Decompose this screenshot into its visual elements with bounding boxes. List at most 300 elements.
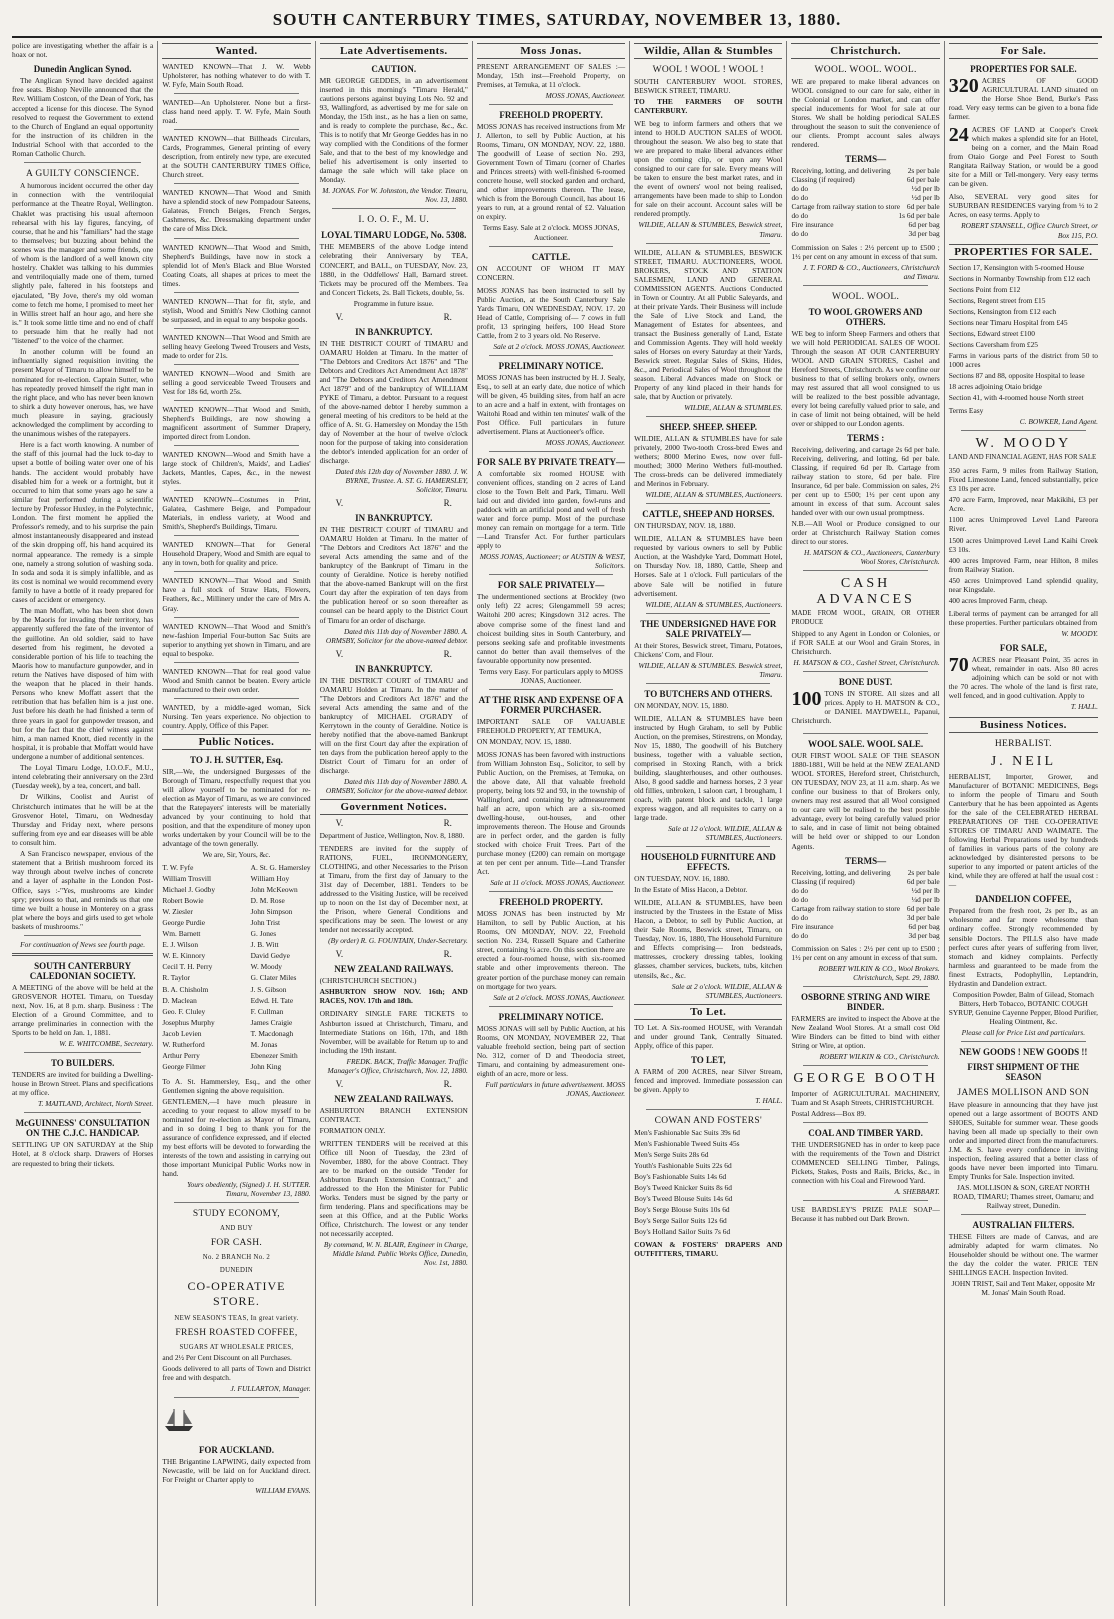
property-70-text: ACRES near Pleasant Point, 35 acres in wheat, remainder in oats. Also 80 acres adjoining which can be sold or not with the 70 acres. The whole of the land is first rate, well fenced, and in good cultivation. Apply to: [948, 654, 1098, 700]
cowan-item-10: Boy's Holland Sailor Suits 7s 6d: [634, 1227, 731, 1237]
business-notices-header: Business Notices.: [949, 717, 1098, 733]
public-body: SIR,—We, the undersigned Burgesses of the Borough of Timaru, respectfully request that you will allow yourself to be nominated for re-election as Mayor of Timaru, as we are convinced that the Ratepayers' interests will be materially advanced by your continuing to hold that position, and that the expenditure of money upon works undertaken by your Council will be to the advantage of the town generally.: [162, 766, 311, 849]
neil-text: HERBALIST, Importer, Grower, and Manufacturer of BOTANIC MEDICINES, Begs to inform the people of Timaru and South Canterbury that he has been appointed as Agents for the sale of the CELEBRATED HERBAL PREPARATIONS OF THE CO-OPERATIVE STORES OF TIMARU AND WAIMATE. The following Herbal Preparations used by hundreds of families in various parts of the colony are acknowledged by disinterested persons to be superior to any imported or patent articles of the kind, while they are offered at half the usual cost :—: [948, 772, 1098, 890]
freehold-text: MOSS JONAS has received instructions from Mr J. Allerton, to sell by Public Auction, at his Rooms, Timaru, ON MONDAY, NOV. 22, 1880. The goodwill of Lease of section No. 293, Government Town of Timaru (corner of Charles and Princes streets) with well-finished 6-roomed concrete house, well stocked garden and orchard, and other improvements thereon. The lease, which is from the Borough Council, has about 16 years to run, at a ground rental of £2. Valuation on expiry.: [476, 122, 626, 222]
signatory-left-13: D. Maclean: [162, 995, 197, 1005]
terms3-row: [791, 895, 939, 904]
signatory-left-8: E. J. Wilson: [162, 940, 199, 950]
railways-body: ORDINARY SINGLE FARE TICKETS to Ashburton issued at Christchurch, Timaru, and Intermediate Stations on 16th, 17th, and 18th November, will be available for Return up to and including the 19th instant.: [319, 1009, 468, 1055]
property-item-12: Section 41, with 4-roomed house North street: [948, 392, 1084, 402]
column-5: [630, 41, 787, 1606]
soap-text: USE BARDSLEY'S PRIZE PALE SOAP—Because it has nubbed out Dark Brown.: [791, 1205, 940, 1224]
cash-sub: MADE FROM WOOL, GRAIN, OR OTHER PRODUCE: [791, 610, 940, 626]
property-item-5: Sections, Kensington from £12 each: [948, 306, 1057, 316]
terms3-label: do do: [791, 930, 809, 940]
coal-text: THE UNDERSIGNED has in order to keep pace with the requirements of the Town and District COMMENCED SELLING Timber, Palings, Pickets, Stakes, Posts and Rails, Bricks, &c., in connection with his Coal and Firewood Yard.: [791, 1140, 940, 1186]
for-sale-heading-2: FOR SALE,: [999, 642, 1047, 653]
butchers-heading: TO BUTCHERS AND OTHERS.: [644, 688, 773, 699]
commission-3: Commission on Sales : 2½ per cent up to £500 ; 1½ per cent on any amount in excess of that sum.: [791, 943, 940, 962]
terms3-label: Fire insurance: [791, 921, 834, 931]
signatory-left-17: W. Rutherford: [162, 1039, 205, 1049]
ioof-line: I. O. O. F., M. U.: [358, 215, 430, 226]
moody-heading: W. MOODY: [975, 436, 1072, 451]
terms3-row: [791, 904, 939, 913]
column-4: [473, 41, 630, 1606]
study-and-buy: AND BUY: [220, 1225, 253, 1233]
terms3-label: do do: [791, 912, 809, 922]
terms1-rate: 6d per bale: [906, 175, 940, 185]
to-let-text-2: A FARM of 200 ACRES, near Silver Stream, fenced and improved. Immediate possession can be given. Apply to: [634, 1066, 783, 1094]
late-ads-header: Late Advertisements.: [320, 43, 468, 59]
caledonian-heading: SOUTH CANTERBURY CALEDONIAN SOCIETY.: [29, 961, 136, 982]
names-right: [251, 863, 311, 1073]
signatories: [162, 863, 310, 1073]
terms3-row: [791, 868, 939, 877]
new-goods-heading: NEW GOODS ! NEW GOODS !!: [959, 1046, 1088, 1057]
wanted-ad: WANTED KNOWN—Wood and Smith have a large stock of Children's, Maids', and Ladies' Jackets, Mantles, Capes, &c., in the newest styles.: [162, 450, 311, 487]
booth-heading: GEORGE BOOTH: [793, 1071, 938, 1087]
sanfran-text: A San Francisco newspaper, envious of the statement that a British mushroom forced its way through about twelve inches of concrete and a layer of asphalte in the London Post-Office, says :-"Yes, mushrooms are kinder spry; previous to that, and reminds us that one time we built a house in Monterey on a grass plat where the boys and girls used to get whole baskets of mushrooms.": [12, 849, 154, 931]
cattle-sheep-text: WILDIE, ALLAN & STUMBLES have been requested by various owners to sell by Public Auction, at the Washdyke Yard, Dommatt Hotel, on Thursday Nov. 18, 1880, Cattle, Sheep and Horses. Sale at 1 o'clock. Full particulars of the above Sale will be notified in future advertisement.: [634, 534, 783, 598]
cattle-heading: CATTLE.: [531, 251, 571, 262]
freehold2-text: MOSS JONAS has been instructed by Mr Hamilton, to sell by Public Auction, at his Rooms, ON MONDAY, NOV. 22, Freehold section No. 234, Russell Square and Catherine street, containing ¼ acre. On this section there are erected a four-roomed house, with six-roomed stable and other improvements thereon. The greater portion of the purchase money can remain on mortgage for two years.: [476, 909, 626, 991]
justice-signature: (By order) R. G. FOUNTAIN, Under-Secretary.: [328, 936, 468, 946]
cattle-sheep-signature: WILDIE, ALLAN & STUMBLES, Auctioneers.: [645, 599, 783, 609]
terms1-row: [791, 202, 939, 211]
for-cash: FOR CASH.: [210, 1238, 263, 1249]
mollison-signature: JAS. MOLLISON & SON, GREAT NORTH ROAD, TIMARU; Thames street, Oamaru; and Railway street, Dunedin.: [952, 1183, 1094, 1211]
signatory-left-14: Geo. F. Cluley: [162, 1006, 206, 1016]
to-let-signature: T. HALL.: [755, 1095, 783, 1105]
bankruptcy-text-2: IN THE DISTRICT COURT of TIMARU and OAMARU Holden at Timaru. In the matter of "The Debtors and Creditors Act 1876" and the several Acts amending the same and of the bankruptcy of the Bankrupt of Timaru in the county of Geraldine. Notice is hereby notified that the above-named Bankrupt will on the first Court day after the expiration of ten days from the publication hereof or so soon thereafter as counsel can be heard apply to the District Court of Timaru for an order of discharge.: [319, 525, 468, 625]
props2-terms: Terms Easy: [948, 405, 984, 415]
moody-item-5: 400 acres Improved Farm, near Hilton, 8 miles from Railway Station.: [948, 555, 1098, 574]
bone-number: 100: [791, 688, 822, 711]
synod-heading: Dunedin Anglican Synod.: [33, 64, 132, 75]
terms1-row: [791, 184, 939, 193]
sale-privately-text: The undermentioned sections at Brockley (two only left) 22 acres; Glengammell 59 acres; Waitohi 200 acres; Kingsdown 312 acres. The above comprise some of the finest land and choicest building sites in South Canterbury, and persons seeking safe and profitable investments cannot do better than avail themselves of the favourable opportunity now presented.: [476, 592, 626, 665]
railways2-sub: ASHBURTON BRANCH EXTENSION CONTRACT.: [319, 1105, 468, 1124]
hall-signature: T. HALL.: [1070, 701, 1098, 711]
terms3-rate: 6d per bale: [906, 876, 940, 886]
railways-sub: (CHRISTCHURCH SECTION.): [319, 976, 417, 986]
nb-note: N.B.—All Wool or Produce consigned to our order at Christchurch Railway Station comes direct to our stores.: [791, 519, 940, 547]
filters-heading: AUSTRALIAN FILTERS.: [972, 1220, 1075, 1231]
builders-text: TENDERS are invited for building a Dwelling-house in Brown Street. Plans and specifications at my office.: [12, 1070, 154, 1098]
wanted-ad: WANTED KNOWN—That Wood and Smith have a full stock of Straw Hats, Flowers, Feathers, &c., Millinery under the care of Mrs A. Gray.: [162, 576, 311, 613]
mollison-text: Have pleasure in announcing that they have just opened out a large assortment of BOOTS AND SHOES, Suitable for summer wear. These goods having been all made up specially to their own order and imported direct from the manufacturers. J.M. & S. have every confidence in inviting inspection, feeling assured that a better class of goods have never been imported into Timaru. Empty Trunks for Sale. Inspection invited.: [948, 1099, 1098, 1182]
cowan-item-5: Boy's Fashionable Suits 14s 6d: [634, 1171, 727, 1181]
signatory-left-12: B. A. Chisholm: [162, 984, 209, 994]
cowan-item-3: Men's Serge Suits 28s 6d: [634, 1149, 709, 1159]
cowan-item-2: Men's Fashionable Tweed Suits 45s: [634, 1138, 740, 1148]
terms1-row: [791, 220, 939, 229]
prelim2-heading: PRELIMINARY NOTICE.: [498, 1011, 604, 1022]
cattle-sheep-date: ON THURSDAY, NOV. 18, 1880.: [634, 521, 736, 531]
mollison-heading: JAMES MOLLISON AND SON: [957, 1087, 1090, 1098]
terms3-label: Cartage from railway station to store: [791, 903, 901, 913]
signatory-right-15: James Craigie: [250, 1017, 293, 1027]
household-heading: HOUSEHOLD FURNITURE AND EFFECTS.: [640, 852, 776, 873]
prelim2-text: MOSS JONAS will sell by Public Auction, at his Rooms, ON MONDAY, NOVEMBER 22, That valuable freehold section, being part of section No. 312, corner of D and Theodocia street, Timaru, and containing by admeasurement one-eighth of an acre, more or less.: [476, 1023, 626, 1078]
booth-box: Postal Address—Box 89.: [791, 1109, 866, 1119]
signatory-left-10: Cecil T. H. Perry: [162, 962, 213, 972]
cowan-item-7: Boy's Tweed Blouse Suits 14s 6d: [634, 1194, 733, 1203]
christchurch-header: Christchurch.: [791, 43, 939, 59]
household-text: WILDIE, ALLAN & STUMBLES, have been instructed by the Trustees in the Estate of Miss Hacon, a Debtor, to sell by Public Auction, at their Sale Rooms, Beswick street, Timaru, on Tuesday, Nov. 16, 1880, The Household Furniture and Effects comprising— Iron bedsteads, mattresses, crockery dressing tables, looking glasses, chamber services, buckets, tubs, kitchen utensils, &c., &c.: [634, 898, 783, 980]
public-reply-to: To A. St. Hammersley, Esq., and the other Gentlemen signing the above requisition.: [162, 1076, 311, 1095]
terms1-label: do do: [791, 193, 809, 203]
synod-text: The Anglican Synod have decided against free seats. Bishop Neville announced that the Rev. William Costcon, of the Dean of York, has accepted a license for this diocese. The Synod resolved to request the Government to extend to the Church of England an equal opportunity for the instruction of its children in the Industrial School with that accorded to the Roman Catholic Church.: [12, 76, 154, 159]
freehold2-heading: FREEHOLD PROPERTY.: [499, 897, 603, 908]
freehold2-signature: Sale at 2 o'clock. MOSS JONAS, Auctioneer.: [493, 992, 626, 1002]
terms3-rate: ½d per lb: [911, 885, 940, 895]
continuation-note: For continuation of News see fourth page.: [20, 940, 146, 950]
public-to: TO J. H. SUTTER, Esq.: [190, 754, 283, 765]
railways2-heading: NEW ZEALAND RAILWAYS.: [334, 1093, 454, 1104]
wool-sale-heading: WOOL SALE. WOOL SALE.: [808, 739, 924, 750]
moss-jonas-header: Moss Jonas.: [477, 43, 625, 59]
risk-date: ON MONDAY, NOV. 15, 1880.: [476, 736, 572, 746]
ford-signature: J. T. FORD & CO., Auctioneers, Christchurch and Timaru.: [802, 262, 940, 281]
neil-heading: J. NEIL: [990, 754, 1057, 769]
wool-growers-heading: TO WOOL GROWERS AND OTHERS.: [808, 306, 923, 327]
caution-text: MR GEORGE GEDDES, in an advertisement inserted in this morning's "Timaru Herald," cautions persons against buying Lots No. 92 and 93, Wallingford, as advertised by me for sale on Monday, the 15th inst., as he has a lien on same, and is ready to complete the purchase, &c., &c. This is to notify that Mr George Geddes has in no way complied with the Conditions of the former Sale, and that to the best of my knowledge and belief his advertisement is only inserted to damage the sale which will take place on Monday.: [319, 76, 468, 185]
cash-text: Shipped to any Agent in London or Colonies, or if FOR SALE at our Wool and Grain Stores, in Christchurch.: [791, 628, 940, 656]
signatory-right-12: J. S. Gibson: [250, 984, 287, 994]
crown-vr-5: V. R.: [335, 949, 452, 960]
public-reply-signature: Yours obediently, (Signed) J. H. SUTTER. Timaru, November 13, 1880.: [187, 1180, 311, 1199]
bankruptcy-sig-2: Dated this 11th day of November 1880. A. ORMSBY, Solicitor for the above-named debtor.: [325, 626, 468, 645]
moody-item-1: 350 acres Farm, 9 miles from Railway Station, Fixed Limestone Land, fenced substantially, price £3 10s per acre.: [948, 466, 1098, 494]
crown-vr: V. R.: [335, 311, 452, 322]
signatory-right-13: Edwd. H. Tate: [250, 995, 294, 1005]
terms1-rate: 6d per bale: [906, 202, 940, 212]
wanted-list: [162, 62, 310, 730]
lapwing-signature: WILLIAM EVANS.: [255, 1486, 311, 1496]
guilty-text-1: A humorous incident occurred the other day in connection with the ventriloquial performance at the Theatre Royal, Wellington. Chaklet was practising his usual afternoon rehearsal with his lay figures, fancying, of course, that he and his "familiars" had the stage to themselves; but buzzing about behind the scenes was the manager and some friends, one of whom is the landlord of a well known city hostelry. Chaklet was talking to his dummies and ventriloquially made one of them, turned slightly pale, faltered in his footsteps and ejaculated, "By Jove, there's my old woman come to fetch me home, I promised to meet her in Willis street half an hour ago, and here she is." It took some little time and no end of chaff to persuade him that he really had not "listened" to the voice of the charmer.: [12, 181, 154, 346]
bankruptcy-text-3: IN THE DISTRICT COURT of TIMARU and OAMARU Holden at Timaru. In the matter of "The Debtors and Creditors Act 1876" and the several Acts amending the same and of the bankruptcy of MICHAEL O'GRADY of Kerrytown in the county of Geraldine. Notice is hereby notified that the above-named Bankrupt will on the first Court day after the expiration of ten days from the publication hereof apply to the District Court of Timaru for an order of discharge.: [319, 675, 468, 775]
wildie-sig-2: WILDIE, ALLAN & STUMBLES.: [684, 403, 783, 413]
terms-list-1: [791, 166, 939, 238]
present-arrangement: PRESENT ARRANGEMENT OF SALES :— Monday, 15th inst—Freehold Property, on Premises, at Temuka, at 11 o'clock.: [476, 62, 626, 90]
terms1-rate: ½d per lb: [911, 193, 940, 203]
cattle-sub: ON ACCOUNT OF WHOM IT MAY CONCERN.: [476, 263, 626, 282]
crown-vr-2: V. R.: [335, 498, 452, 509]
wilkins-text: Dr Wilkins, Coolist and Aurist of Christchurch intimates that he will be at the Grosvenor Hotel, Timaru, on Wednesday Thursday and Friday next, where persons suffering from eye and ear diseases will be able to consult him.: [12, 792, 154, 847]
wanted-header: Wanted.: [162, 43, 310, 59]
ship-icon: [162, 1406, 196, 1434]
moody-list: [949, 466, 1098, 604]
terms-heading-2: TERMS :: [846, 432, 885, 443]
risk-signature: Sale at 11 o'clock. MOSS JONAS, Auctioneer.: [490, 878, 626, 888]
property-320: 320: [948, 75, 979, 97]
guilty-text-3: Here is a fact worth knowing. A number of the staff of this journal had the luck to-day to upset a bottle of boiling water over one of his hands. The accident would probably have disabled him for a week or a fortnight, but it occurred to him that some years ago he saw a similar feat performed during a scientific lecture by Professor Huxley, in the Polytechnic, London. The first moment he applied the Professor's remedy, and to his surprise the pain almost instantaneously disappeared and instead of the skin dropping off, his hand acquired its normal appearance. The remedy is a simple one, namely a strong solution of washing soda. In soda and soda it is simply infallible, and as its cost is nominal we would recommend every family to have a bottle of it ready prepared for cases of accident or emergency.: [12, 440, 154, 605]
signatory-right-4: D. M. Rose: [250, 896, 285, 906]
risk-sub: IMPORTANT SALE OF VALUABLE FREEHOLD PROPERTY, AT TEMUKA,: [476, 716, 626, 735]
wanted-ad: WANTED, by a middle-aged woman, Sick Nursing. Ten years experience. No objection to country. Apply, Office of this Paper.: [162, 702, 311, 730]
property-item-1: Section 17, Kensington with 5-roomed House: [948, 262, 1085, 272]
wildie-header: Wildie, Allan & Stumbles: [634, 43, 782, 59]
property-item-3: Sections Point from £12: [948, 284, 1021, 294]
guilty-heading: A GUILTY CONSCIENCE.: [26, 169, 140, 180]
dandelion-heading: DANDELION COFFEE,: [975, 894, 1072, 905]
justice-body: TENDERS are invited for the supply of RATIONS, FUEL, IRONMONGERY, CLOTHING, and other Necessaries to the Prison at Timaru, from the first day of January to the 31st day of December, 1881. Tenders to be addressed to the Visiting Justice, will be received up to noon on the 1st day of December next, at the Prison, where General Conditions and specifications may be seen. The lowest or any tender not necessarily accepted.: [319, 844, 468, 935]
christchurch-body-1: WE are prepared to make liberal advances on WOOL consigned to our care for sale, either in the Colonial or London market, and can offer special inducements for Wool for sale at our Stores. We shall be holding periodical SALES throughout the season to suit the convenience of our clients. Prompt account sales always rendered.: [791, 77, 940, 150]
wanted-ad: WANTED KNOWN—Wood and Smith are selling a good serviceable Tweed Trousers and Vest for 18s 6d, worth 25s.: [162, 368, 311, 396]
public-notices-header: Public Notices.: [162, 734, 310, 750]
terms3-row: [791, 913, 939, 922]
terms3-rate: 3d per bag: [908, 930, 940, 940]
undersigned-signature: WILDIE, ALLAN & STUMBLES. Beswick street, Timaru.: [638, 660, 783, 679]
column-6: [787, 41, 944, 1606]
caution-signature: M. JONAS. For W. Johnston, the Vendor. Timaru, Nov. 13, 1880.: [322, 186, 468, 205]
sugars-line: SUGARS AT WHOLESALE PRICES,: [179, 1344, 294, 1352]
butchers-signature: Sale at 12 o'clock. WILDIE, ALLAN & STUMBLES, Auctioneers.: [668, 824, 783, 843]
terms3-rate: 2s per bale: [907, 867, 940, 877]
signatory-right-6: John Trist: [250, 918, 281, 928]
signatory-right-18: Ebenezer Smith: [250, 1050, 298, 1060]
wanted-ad: WANTED KNOWN—That Wood and Smith's new-fashion Imperial Four-button Sac Suits are superior to anything yet shown in Timaru, and are equal to bespoke.: [162, 621, 311, 658]
terms1-label: do do: [791, 229, 809, 239]
terms3-rate: ¼d per lb: [911, 894, 940, 904]
terms1-row: [791, 193, 939, 202]
names-left: [162, 863, 215, 1073]
prelim-heading: PRELIMINARY NOTICE.: [498, 360, 604, 371]
wildie-sig-1: WILDIE, ALLAN & STUMBLES, Beswick street, Timaru.: [638, 220, 783, 239]
signatory-right-11: G. Clater Miles: [250, 973, 297, 983]
signatory-left-7: Wm. Barnett: [162, 929, 201, 939]
terms1-rate: 6d per bag: [908, 220, 940, 230]
shipment-heading: FIRST SHIPMENT OF THE SEASON: [967, 1061, 1080, 1082]
property-item-4: Sections, Regent street from £15: [948, 295, 1046, 305]
goods-line: Goods delivered to all parts of Town and District free and with despatch.: [162, 1364, 311, 1383]
wool-cry: WOOL ! WOOL ! WOOL !: [652, 65, 765, 75]
osborne-signature: ROBERT WILKIN & CO., Christchurch.: [819, 1052, 940, 1062]
property-item-7: Sections, Edward street £100: [948, 328, 1035, 338]
coop-manager: J. FULLARTON, Manager.: [230, 1384, 311, 1394]
terms3-row: [791, 886, 939, 895]
private-treaty-heading: FOR SALE BY PRIVATE TREATY—: [477, 457, 626, 468]
terms3-rate: 3d per bale: [906, 912, 940, 922]
crown-vr-4: V. R.: [335, 818, 452, 828]
coal-signature: A. SHEBBART.: [894, 1187, 940, 1197]
caution-heading: CAUTION.: [371, 64, 417, 74]
terms3-row: [791, 931, 939, 940]
terms3-label: do do: [791, 885, 809, 895]
sheep-text: WILDIE, ALLAN & STUMBLES have for sale privately, 2000 Two-tooth Cross-bred Ewes and wethers; 8000 Merino Ewes, now over full-mouthed; 3000 Merino Wethers full-mouthed. The cross-breds can be delivered immediately and Merinos in February.: [634, 434, 783, 489]
undersigned-text: At their Stores, Beswick street, Timaru, Potatoes, Chickens' Corn, and Flour.: [634, 640, 783, 659]
signatory-right-5: John Simpson: [250, 907, 293, 917]
public-reply: GENTLEMEN,—I have much pleasure in acceding to your request to allow myself to be nominated for re-election as Mayor of Timaru, and in so doing I beg to thank you for the assurance of confidence expressed, and if elected my best efforts will be devoted to forwarding the interests of the town and assisting in carrying out those important Municipal Public Works now in hand.: [162, 1096, 311, 1179]
property-item-6: Sections near Timaru Hospital from £45: [948, 317, 1068, 327]
private-treaty-signature: MOSS JONAS, Auctioneer; or AUSTIN & WEST, Solicitors.: [479, 552, 626, 571]
to-let-heading-2: TO LET,: [690, 1054, 726, 1065]
moody-item-4: 1500 acres Unimproved Level Land Kaihi Creek £3 10s.: [948, 535, 1098, 554]
lapwing-text: THE Brigantine LAPWING, daily expected from Newcastle, will be laid on for Auckland direct. For Freight or Charter apply to: [162, 1457, 311, 1485]
intro-text: police are investigating whether the affair is a hoax or not.: [12, 41, 154, 60]
sale-privately-signature: Terms very Easy. For particulars apply to MOSS JONAS, Auctioneer.: [479, 666, 623, 685]
terms1-row: [791, 229, 939, 238]
undersigned-heading: THE UNDERSIGNED HAVE FOR SALE PRIVATELY—: [640, 618, 777, 639]
moody-item-3: 1100 acres Unimproved Level Land Pareora River.: [948, 515, 1098, 534]
builders-heading: TO BUILDERS.: [50, 1058, 115, 1069]
signatory-right-2: William Hoy: [250, 874, 290, 884]
terms1-label: do do: [791, 211, 809, 221]
terms-heading-3: TERMS—: [845, 855, 887, 866]
signatory-right-16: T. Macdonagh: [250, 1028, 294, 1038]
bankruptcy-sig-1: Dated this 12th day of November 1880. J. W. BYRNE, Trustee. A. ST. G. HAMERSLEY, Solicitor, Timaru.: [335, 467, 468, 495]
household-sub: In the Estate of Miss Hacon, a Debtor.: [634, 885, 748, 895]
terms-heading-1: TERMS—: [845, 154, 887, 165]
bankruptcy-heading-2: IN BANKRUPTCY.: [355, 513, 433, 524]
wilkin-signature: ROBERT WILKIN & CO., Wool Brokers. Christchurch, Sept. 29, 1880.: [818, 963, 940, 982]
terms1-label: Cartage from railway station to store: [791, 202, 901, 212]
terms3-row: [791, 922, 939, 931]
property-item-10: Sections 87 and 88, opposite Hospital to lease: [948, 370, 1085, 380]
lodge-text: The Loyal Timaru Lodge, I.O.O.F., M.U., intend celebrating their anniversary on the 23rd (Tuesday week), by a tea, concert, and ball.: [12, 763, 154, 791]
guilty-text-4: The man Moffatt, who has been shot down by the Maoris for invading their territory, has apparently suffered the fate of the inventor of the guillotine. An old soldier, said to have deserted from his regiment, he devoted a considerable portion of his life to teaching the Maoris how to manufacture gunpowder, and in return the Natives have disposed of him with the weapon that he placed in their hands. Persons who knew Moffatt assert that the retribution that has befallen him is a just one. Just before his death he had finished a term of three years in gaol for gunpowder treason, and but for the fact that the chief witness against him, a man named Knott, died recently in the hospital, it is probable that Moffatt would have undergone a number of additional sentences.: [12, 606, 154, 761]
signatory-right-3: John McKeown: [250, 885, 298, 895]
butchers-date: ON MONDAY, NOV. 15, 1880.: [634, 700, 729, 710]
cowan-item-9: Boy's Serge Sailor Suits 12s 6d: [634, 1216, 727, 1226]
signatory-right-7: G. Jones: [250, 929, 277, 939]
signatory-right-1: A. St. G. Hamersley: [250, 863, 311, 873]
terms1-row: [791, 166, 939, 175]
osborne-text: FARMERS are invited to inspect the Above at the New Zealand Wool Stores. At a small cost Old Wire Binders can be fitted to bind with either String or Wire, at option.: [791, 1013, 940, 1050]
wool-two: WOOL. WOOL.: [831, 291, 900, 302]
railways2-form: FORMATION ONLY.: [319, 1125, 386, 1135]
matson-signature: H. MATSON & CO., Auctioneers, Canterbury Wool Stores, Christchurch.: [804, 548, 940, 567]
signatory-left-3: Michael J. Godby: [162, 885, 216, 895]
terms3-label: Receiving, lotting, and delivering: [791, 867, 891, 877]
property-320-text: ACRES OF GOOD AGRICULTURAL LAND situated on the Horse Shoe Bend, Burke's Pass road. Very easy terms can be given to a bona fide farmer.: [948, 76, 1098, 122]
bone-dust-heading: BONE DUST.: [838, 677, 893, 688]
present-signature: MOSS JONAS, Auctioneer.: [545, 91, 626, 101]
terms3-rate: 6d per bag: [908, 921, 940, 931]
to-let-header: To Let.: [634, 1004, 782, 1020]
to-farmers: TO THE FARMERS OF SOUTH CANTERBURY.: [634, 97, 783, 116]
railways2-body: WRITTEN TENDERS will be received at this Office till Noon of Tuesday, the 23rd of November, 1880, for the above Contract. They are to be marked on the outside "Tender for Ashburton Branch Extension Contract," and addressed to the Hon the Minister for Public Works. Tenders must be signed by the party or firm tendering. Plans and specifications may be seen at this Office, and at the Public Works Office, Christchurch. The lowest or any tender not necessarily accepted.: [319, 1138, 468, 1239]
terms1-label: do do: [791, 184, 809, 194]
terms-2: Receiving, delivering, and cartage 2s 6d per bale. Receiving, delivering, and lotting, 6d per bale. Classing, if required 6d per lb. Cartage from railway station to store, 6d per bale. Fire Insurance, 6d per bale. Commission on sales, 2½ per cent up to £500; 1½ per cent upon any amount in excess of that sum. Account sales handed over with our own usual promptness.: [791, 444, 940, 518]
caledonian-text: A MEETING of the above will be held at the GROSVENOR HOTEL Timaru, on Tuesday next, Nov. 16, at 8 p.m. sharp. Business : The Election of a Ground Committee, and to arrange preliminaries in connection with the Sports to be held on Jan. 1, 1881.: [12, 983, 154, 1038]
cowan-signature: COWAN & FOSTERS' DRAPERS AND OUTFITTERS, TIMARU.: [634, 1240, 783, 1259]
crown-vr-6: V. R.: [335, 1078, 452, 1089]
wildie-body-2: WILDIE, ALLAN & STUMBLES, BESWICK STREET, TIMARU. AUCTIONEERS, WOOL BROKERS, STOCK AND STATION SALESMEN, LAND AND GENERAL COMMISSION AGENTS. Auctions Conducted in Town or Country. At all Public Saleyards, and at their private Yards. Their Business will include the Sale of Live Stock and Land, the Management of Estates for absentees, and transact the Business generally of Land, Estate and Commission Agents. They will hold weekly sales of Horses on every Saturday at their Yards, Beswick street. Regular Sales of Skins, Hides, &c., and Periodical Sales of Wool throughout the season. Liberal Advances made on Stock or Property of any kind placed in their hands for sale, that by Auction or privately.: [634, 247, 783, 402]
terms-list-3: [791, 868, 939, 940]
signatory-left-19: George Filmer: [162, 1061, 206, 1071]
properties-heading: PROPERTIES FOR SALE.: [970, 64, 1077, 74]
terms1-rate: 1s 6d per bale: [898, 211, 940, 221]
bankruptcy-heading-3: IN BANKRUPTCY.: [355, 663, 433, 674]
filters-text: THESE Filters are made of Canvas, and are admirably adapted for warm climates. No Householder should be without one. The warmer the day the colder the water. PRICE TEN SHILLINGS EACH. Inspection Invited.: [948, 1232, 1098, 1278]
cowan-item-1: Men's Fashionable Sac Suits 39s 6d: [634, 1127, 740, 1137]
signatory-left-16: Jacob Levien: [162, 1028, 202, 1038]
signatory-right-14: F. Cullman: [250, 1006, 284, 1016]
guilty-text-2: In another column will be found an influentially signed requisition inviting the present Mayor of Timaru to allow himself to be nominated for re-election. Captain Sutter, who has repeatedly proved himself the right man in the right place, and who has never been known to shirk a duty however onerous, has, we have much pleasure in saying, graciously acknowledged the compliment by according to the unanimous wishes of the ratepayers.: [12, 347, 154, 439]
neil-text-2: Prepared from the fresh root, 2s per lb., as an wholesome and far more wholesome than ordinary coffee. Strongly recommended by sensible Doctors. The PILLS also have made perfect cures after years of suffering from liver, stomach and kidney complaints. Perfectly harmless and guaranteed to be made from the finest Extracts, Podophyllin, Leptandrin, Hydrastin and Dandelion extract.: [948, 906, 1098, 988]
freehold-terms: Terms Easy. Sale at 2 o'clock. MOSS JONAS, Auctioneer.: [482, 223, 620, 242]
wanted-ad: WANTED KNOWN—That Wood and Smith have a splendid stock of new Pompadour Sateens, Galateas, French Beiges, French Serges, Cashmeres, &c. Dressmaking department under the care of Miss Dick.: [162, 188, 311, 234]
wanted-ad: WANTED KNOWN—That for General Household Drapery, Wood and Smith are equal to any in town, both for quality and price.: [162, 540, 311, 568]
moody-item-7: 400 acres Improved Farm, cheap.: [948, 595, 1048, 605]
signatory-left-9: W. E. Kinnory: [162, 951, 206, 961]
wanted-ad: WANTED KNOWN—that Billheads Circulars, Cards, Programmes, General printing of every description, from entirely new type, are executed at the SOUTH CANTERBURY TIMES Office, Church street.: [162, 134, 311, 180]
butchers-text: WILDIE, ALLAN & STUMBLES have been instructed by Hugh Graham, to sell by Public Auction, on the premises, Stirestrens, on Monday, Nov 15, 1880, The goodwill of his Butchery business, together with a valuable section, comprised in Stoxing Ranch, with a brick building, slaughterhouses, and other outhouses. Also, 8 good saddle and harness horses, 2 3 year old fillies, unbroken, 1 saloon cart, 1 brougham, 1 coach, with patent block and tackle, 1 large express waggon, and all requisites to carry on a large trade.: [634, 713, 783, 823]
mcguinness-heading: McGUINNESS' CONSULTATION ON THE C.J.C. HANDICAP.: [15, 1118, 150, 1139]
terms1-rate: 3d per bag: [908, 229, 940, 239]
osborne-heading: OSBORNE STRING AND WIRE BINDER.: [801, 991, 931, 1012]
mcguinness-text: SETTLING UP ON SATURDAY at the Ship Hotel, at 8 o'clock sharp. Drawers of Horses are requested to bring their tickets.: [12, 1140, 154, 1168]
wanted-ad: WANTED KNOWN—That for fit, style, and stylish, Wood and Smith's New Clothing cannot be surpassed, and in equal to any bespoke goods.: [162, 296, 311, 324]
wool-sale-text: OUR FIRST WOOL SALE OF THE SEASON 1880-1881, Will be held at the NEW ZEALAND WOOL STORES, Hereford street, Christchurch, ON TUESDAY, NOV 23, at 11 a.m. sharp. As we confine our business to that of Brokers only, owners may rest assured that all Wool consigned to our care will be realised to the best possible advantage, every lot being carefully valued prior to sale, and in case of limit not being obtained will be held over or shipped to our London Agents.: [791, 751, 940, 851]
wanted-ad: WANTED—An Upholsterer. None but a first-class hand need apply. T. W. Fyfe, Main South road.: [162, 98, 311, 126]
justice-dept: Department of Justice, Wellington, Nov. 8, 1880.: [319, 831, 465, 840]
signatory-left-1: T. W. Fyfe: [162, 863, 194, 873]
cowan-list: [634, 1128, 782, 1236]
wanted-ad: WANTED KNOWN—That Wood and Smith, Shepherd's Buildings, have now in stock a splendid lot of Men's Black and Blue Worsted Coating Coats, all shapes at prices to meet the times.: [162, 242, 311, 288]
coffee-line: FRESH ROASTED COFFEE,: [175, 1328, 298, 1339]
caledonian-signature: W. E. WHITCOMBE, Secretary.: [59, 1039, 154, 1049]
terms3-rate: 6d per bale: [906, 903, 940, 913]
cowan-item-4: Youth's Fashionable Suits 22s 6d: [634, 1160, 732, 1170]
signatory-left-2: William Trosvill: [162, 874, 212, 884]
terms1-label: Fire insurance: [791, 220, 834, 230]
bankruptcy-heading-1: IN BANKRUPTCY.: [355, 326, 433, 337]
wanted-ad: WANTED KNOWN—Costumes in Print, Galatea, Cashmere Beige, and Pompadour Materials, in endless variety, at Wood and Smith's, Shepherd's Buildings, Timaru.: [162, 495, 311, 532]
property-item-11: 18 acres adjoining Otaio bridge: [948, 381, 1042, 391]
lodge-heading: LOYAL TIMARU LODGE, No. 5308.: [321, 230, 467, 241]
risk-heading: AT THE RISK AND EXPENSE OF A FORMER PURCHASER.: [478, 694, 624, 715]
columns: [12, 41, 1102, 1606]
terms1-row: [791, 175, 939, 184]
column-1: [12, 41, 158, 1606]
commission-1: Commission on Sales : 2½ percent up to £500 ; 1½ per cent on any amount in excess of that sum.: [791, 242, 940, 261]
terms3-row: [791, 877, 939, 886]
study-economy: STUDY ECONOMY,: [192, 1209, 280, 1220]
cowan-item-8: Boy's Serge Blouse Suits 10s 6d: [634, 1205, 730, 1215]
moody-signature: W. MOODY.: [1061, 628, 1098, 638]
sheep-signature: WILDIE, ALLAN & STUMBLES, Auctioneers.: [645, 490, 783, 500]
cowan-heading: COWAN AND FOSTERS': [654, 1115, 762, 1126]
terms1-row: [791, 211, 939, 220]
prelim-text: MOSS JONAS has been instructed by H. J. Sealy, Esq., to sell at an early date, due notice of which will be given, 45 building sites, from half an acre to an acre and a half in extent, with frontages on Waitohi Road and within ten minutes' walk of the Post Office. Full particulars in future advertisement. Plans at Auctioneer's office.: [476, 372, 626, 436]
railways-signature: FREDK. BACK, Traffic Manager. Traffic Manager's Office, Christchurch, Nov. 12, 1880.: [327, 1056, 468, 1075]
lodge-text: THE MEMBERS of the above Lodge intend celebrating their Anniversary by TEA, CONCERT, and BALL, on TUESDAY, Nov. 23, 1880, in the Oddfellows' Hall, Barnard street. Tickets may be procured off the Members. Tea and Concert Tickets, 2s. Ball Tickets, double, 5s.: [319, 242, 468, 297]
bone-text: TONS IN STORE. All sizes and all prices. Apply to H. MATSON & CO., or DANIEL MAYDWELL, Papanui, Christchurch.: [791, 689, 940, 726]
moody-note: Liberal terms of payment can be arranged for all these properties. Further particulars obtained from: [948, 608, 1098, 627]
cattle-sheep-heading: CATTLE, SHEEP AND HORSES.: [642, 509, 775, 520]
bankruptcy-sig-3: Dated this 11th day of November 1880. A. ORMSBY, Solicitor for the above-named debtor.: [325, 776, 468, 795]
household-signature: Sale at 2 o'clock. WILDIE, ALLAN & STUMBLES, Auctioneers.: [671, 981, 783, 1000]
signatory-right-17: M. Jonas: [250, 1039, 278, 1049]
signatory-left-15: Josephus Murphy: [162, 1017, 215, 1027]
moody-item-2: 470 acre Farm, Improved, near Makikihi, £3 per Acre.: [948, 495, 1098, 514]
builders-signature: T. MAITLAND, Architect, North Street.: [37, 1099, 154, 1109]
wanted-ad: WANTED KNOWN—That for real good value Wood and Smith cannot be beaten. Every article manufactured to their own order.: [162, 666, 311, 694]
government-notices-header: Government Notices.: [320, 799, 468, 815]
properties2-heading: PROPERTIES FOR SALE.: [949, 244, 1098, 260]
column-3: [316, 41, 473, 1606]
signatory-left-4: Robert Bowie: [162, 896, 204, 906]
property-24-text: ACRES OF LAND at Cooper's Creek which makes a splendid site for an Hotel, being on a corner, and the Main Road from Otaio Gorge and Peel Forest to South Rangitata Railway Station, or would be a good site for a Mill or Tell-mongery. Very easy terms can be given.: [948, 125, 1098, 189]
terms1-label: Receiving, lotting, and delivering: [791, 166, 891, 176]
teas-line: NEW SEASON'S TEAS, In great variety.: [174, 1315, 299, 1323]
discount-line: and 2½ Per Cent Discount on all Purchases.: [162, 1353, 292, 1363]
wildie-body-1: WE beg to inform farmers and others that we intend to HOLD AUCTION SALES of WOOL throughout the season. We also beg to state that we are prepared to make liberal advances either upon the coming clip, or upon any Wool consigned to our care for sale. Every means will be taken to ensure the best market rates, and in the event of owners' wool not being realised, arrangements have been made to ship to London for sale on their account. Account sales will be rendered promptly.: [634, 119, 783, 219]
household-date: ON TUESDAY, NOV. 16, 1880.: [634, 874, 730, 884]
